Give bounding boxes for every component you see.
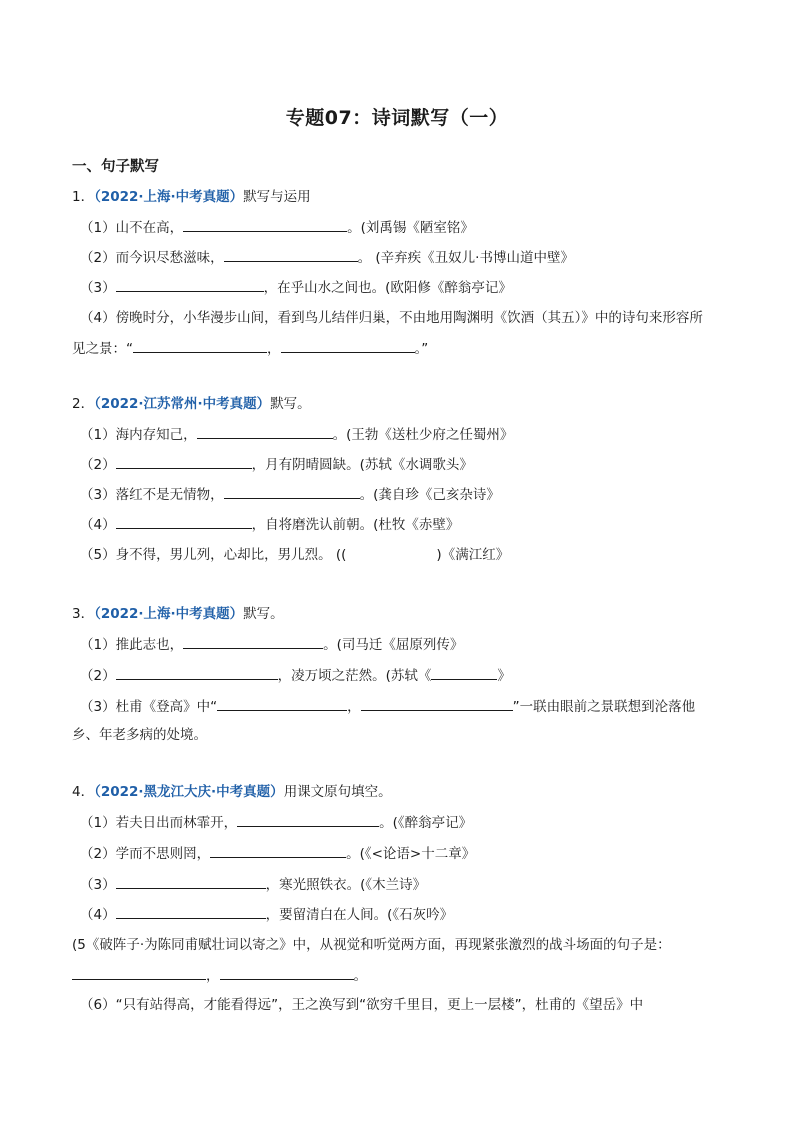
- line-text: （1）海内存知己，: [80, 427, 197, 443]
- line-text: （4）: [80, 907, 116, 923]
- line-text: （3）: [80, 280, 116, 296]
- q2-line-4: [80, 515, 459, 534]
- source-tag: （2022·上海·中考真题）: [94, 606, 244, 622]
- question-instruction: 默写。: [243, 606, 284, 622]
- q3-line-2: [80, 666, 511, 685]
- answer-blank[interactable]: [217, 697, 347, 711]
- question-4-header: [72, 783, 392, 801]
- answer-blank[interactable]: [183, 635, 323, 649]
- line-text: （1）山不在高，: [80, 220, 184, 236]
- answer-blank[interactable]: [197, 425, 333, 439]
- line-text: （3）落红不是无情物，: [80, 487, 224, 503]
- q2-line-5: [80, 546, 509, 564]
- q1-line-4: [80, 309, 703, 327]
- page-title: 专题07：诗词默写（一）: [285, 107, 509, 129]
- question-3-header: [72, 605, 284, 623]
- answer-blank[interactable]: [237, 813, 379, 827]
- q2-line-3: [80, 485, 500, 504]
- line-text: 。(《<论语>十二章》: [346, 846, 476, 862]
- q3-line-1: [80, 635, 463, 654]
- line-text: ”一联由眼前之景联想到沦落他: [512, 699, 696, 715]
- q4-line-7: [80, 996, 643, 1014]
- line-text: ，要留清白在人间。(《石灰吟》: [265, 907, 454, 923]
- q4-line-6: [72, 966, 367, 985]
- answer-blank[interactable]: [183, 218, 347, 232]
- line-text: 。: [353, 968, 367, 984]
- line-text: 。(龚自珍《己亥杂诗》: [359, 487, 500, 503]
- q1-line-1: [80, 218, 474, 237]
- line-text: （1）若夫日出而林霏开，: [80, 815, 238, 831]
- answer-blank[interactable]: [281, 339, 415, 353]
- line-text: (5《破阵子·为陈同甫赋壮词以寄之》中，从视觉和听觉两方面，再现紧张激烈的战斗场面的句子是：: [72, 937, 671, 953]
- line-text: （4）: [80, 517, 116, 533]
- q4-line-5: [72, 936, 671, 954]
- source-tag: （2022·黑龙江大庆·中考真题）: [94, 784, 284, 800]
- question-number: 4．: [72, 784, 95, 800]
- line-text: 。 (辛弃疾《丑奴儿·书博山道中壁》: [357, 250, 574, 266]
- line-text: （4）傍晚时分，小华漫步山间，看到鸟儿结伴归巢，不由地用陶渊明《饮酒（其五）》中的诗句来形容所: [80, 310, 703, 326]
- line-text: ，月有阴晴圆缺。(苏轼《水调歌头》: [251, 457, 473, 473]
- answer-blank[interactable]: [133, 339, 267, 353]
- question-number: 2．: [72, 396, 95, 412]
- question-number: 3．: [72, 606, 95, 622]
- line-text: （1）推此志也，: [80, 637, 184, 653]
- line-text: )《满江红》: [436, 547, 510, 563]
- line-text: （2）而今识尽愁滋味，: [80, 250, 224, 266]
- line-text: 。(王勃《送杜少府之任蜀州》: [332, 427, 514, 443]
- answer-blank[interactable]: [224, 485, 360, 499]
- q4-line-4: [80, 905, 453, 924]
- q3-line-3: [80, 697, 695, 716]
- answer-blank[interactable]: [116, 278, 264, 292]
- question-instruction: 用课文原句填空。: [283, 784, 392, 800]
- q4-line-3: [80, 875, 426, 894]
- line-text: ，: [206, 968, 220, 984]
- q3-line-4: [72, 726, 207, 744]
- line-text: （3）: [80, 877, 116, 893]
- answer-blank[interactable]: [220, 966, 354, 980]
- answer-blank[interactable]: [116, 905, 266, 919]
- source-tag: （2022·上海·中考真题）: [94, 189, 244, 205]
- answer-blank[interactable]: [116, 515, 252, 529]
- line-text: 乡、年老多病的处境。: [72, 727, 207, 743]
- question-instruction: 默写。: [270, 396, 311, 412]
- section-heading: 一、句子默写: [72, 159, 159, 175]
- line-text: （5）身不得，男儿列，心却比，男儿烈。 ((: [80, 547, 347, 563]
- line-text: （2）: [80, 668, 116, 684]
- answer-blank[interactable]: [116, 455, 252, 469]
- answer-blank[interactable]: [210, 844, 346, 858]
- answer-blank[interactable]: [72, 966, 206, 980]
- line-text: 见之景：“: [72, 341, 133, 357]
- answer-blank[interactable]: [116, 875, 266, 889]
- answer-blank[interactable]: [116, 666, 278, 680]
- line-text: （2）学而不思则罔，: [80, 846, 211, 862]
- q4-line-1: [80, 813, 472, 832]
- line-text: （3）杜甫《登高》中“: [80, 699, 218, 715]
- question-2-header: [72, 395, 311, 413]
- line-text: ，: [267, 341, 281, 357]
- source-tag: （2022·江苏常州·中考真题）: [94, 396, 271, 412]
- line-text: 。”: [414, 341, 429, 357]
- question-number: 1．: [72, 189, 95, 205]
- line-text: ，自将磨洗认前朝。(杜牧《赤壁》: [251, 517, 460, 533]
- line-text: 。(《醉翁亭记》: [379, 815, 473, 831]
- line-text: 。(司马迁《屈原列传》: [323, 637, 464, 653]
- answer-blank[interactable]: [361, 697, 513, 711]
- q1-line-3: [80, 278, 512, 297]
- line-text: ，寒光照铁衣。(《木兰诗》: [265, 877, 427, 893]
- answer-blank[interactable]: [224, 248, 358, 262]
- line-text: （2）: [80, 457, 116, 473]
- q4-line-2: [80, 844, 475, 863]
- line-text: ，凌万顷之茫然。(苏轼《: [277, 668, 432, 684]
- q2-line-2: [80, 455, 473, 474]
- line-text: 。(刘禹锡《陋室铭》: [347, 220, 474, 236]
- q1-line-2: [80, 248, 574, 267]
- line-text: ，: [347, 699, 361, 715]
- question-instruction: 默写与运用: [243, 189, 311, 205]
- answer-blank[interactable]: [431, 666, 497, 680]
- q2-line-1: [80, 425, 513, 444]
- line-text: （6）“只有站得高，才能看得远”，王之涣写到“欲穷千里目，更上一层楼”，杜甫的《望岳》中: [80, 997, 644, 1013]
- line-text: 》: [497, 668, 511, 684]
- question-1-header: [72, 188, 311, 206]
- line-text: ，在乎山水之间也。(欧阳修《醉翁亭记》: [263, 280, 512, 296]
- q1-line-5: [72, 339, 428, 358]
